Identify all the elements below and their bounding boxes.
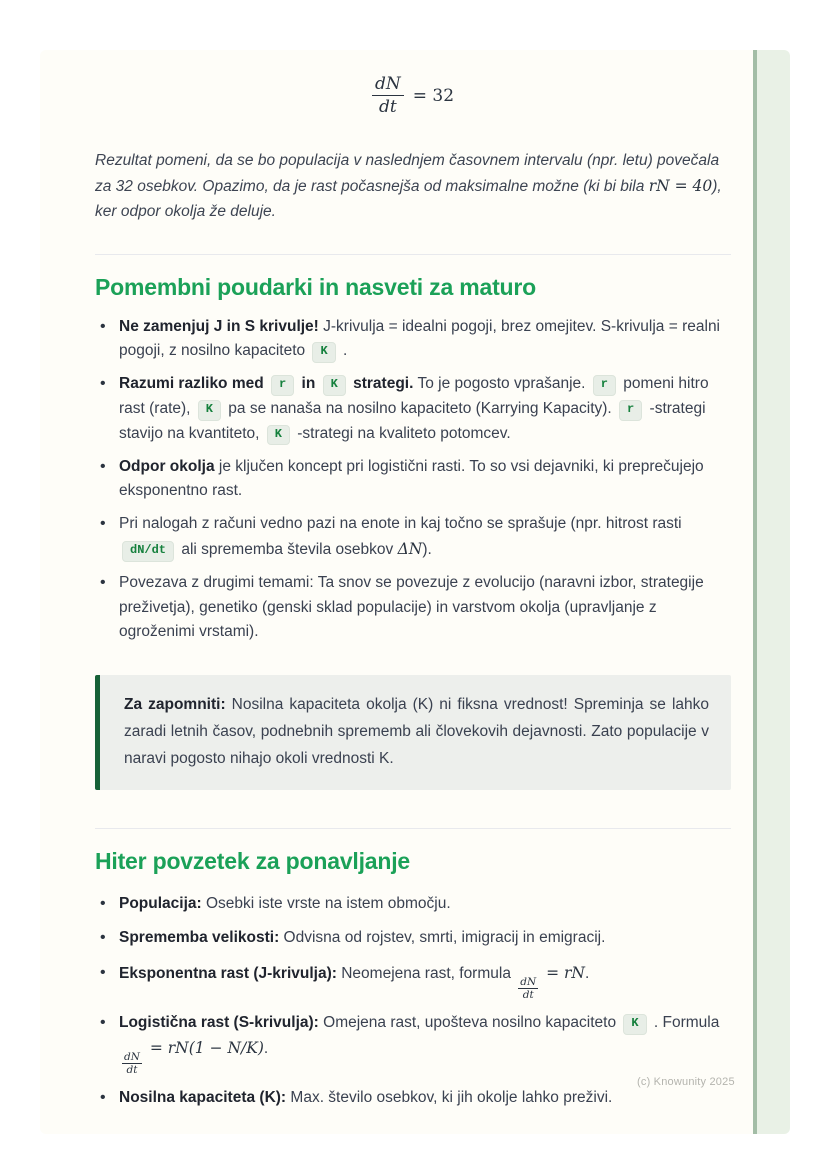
bullet-text: . [338, 342, 348, 360]
bullet-math: ΔN [397, 540, 423, 559]
inline-code-badge: K [323, 375, 346, 396]
formula-rhs: = 32 [412, 85, 455, 106]
section-title-highlights: Pomembni poudarki in nasveti za maturo [95, 273, 536, 300]
display-formula [95, 74, 731, 118]
callout-box [95, 675, 731, 790]
inline-code-badge: K [312, 342, 335, 363]
bullet-math: = rN(1 − N/K) [144, 1038, 264, 1057]
bullet-text: -strategi stavijo na kvantiteto, [119, 400, 706, 442]
bullet-text: ). [422, 541, 432, 559]
bullet-bold: strategi. [348, 375, 414, 393]
bullet-text: pomeni hitro rast (rate), [119, 375, 709, 418]
notes-card [40, 50, 790, 1134]
bullet-text: Povezava z drugimi temami: Ta snov se povezuje z evolucijo (naravni izbor, strategije preživetja), genetiko (genski sklad populacije) in varstvom okolja (upravljanje z ogroženimi vrstami). [119, 573, 704, 641]
inline-fraction [122, 1051, 142, 1076]
inline-code-badge: K [267, 425, 290, 446]
fraction-dn-dt [372, 74, 404, 118]
bullet-text: . [585, 964, 590, 982]
highlights-list [95, 315, 731, 646]
bullet-text: je ključen koncept pri logistični rasti. To so vsi dejavniki, ki preprečujejo eksponentno rast. [119, 457, 704, 500]
bullet-bold: Logistična rast (S-krivulja): [119, 1014, 319, 1032]
list-item [119, 961, 731, 1001]
bullet-bold: Odpor okolja [119, 457, 215, 475]
note-text-pre: Rezultat pomeni, da se bo populacija v naslednjem časovnem intervalu (npr. letu) povečala za 32 osebkov. Opazimo, da je rast počasnejša od maksimalne možne (ki bi bila [95, 151, 720, 195]
callout-bold: Za zapomniti: [124, 696, 226, 714]
bullet-text: . [263, 1039, 269, 1057]
bullet-text: Odvisna od rojstev, smrti, imigracij in emigracij. [279, 929, 606, 947]
bullet-text: To je pogosto vprašanje. [413, 375, 590, 393]
list-item [119, 892, 731, 916]
list-item [119, 372, 731, 446]
inline-code-badge: dN/dt [122, 541, 174, 562]
inline-code-badge: K [623, 1014, 646, 1035]
fraction-numerator: dN [372, 74, 404, 96]
content-area [95, 50, 731, 1120]
bullet-text: J-krivulja = idealni pogoji, brez omejitev. S-krivulja = realni pogoji, z nosilno kapaciteto [119, 317, 721, 360]
list-item [119, 512, 731, 563]
bullet-text: Pri nalogah z računi vedno pazi na enote in kaj točno se sprašuje (npr. hitrost rasti [119, 515, 682, 533]
result-note [95, 148, 731, 225]
bullet-bold: Razumi razliko med [119, 375, 269, 393]
inline-code-badge: r [271, 375, 294, 396]
list-item [119, 315, 731, 365]
fraction-numerator: dN [124, 1050, 140, 1063]
bullet-text: ali sprememba števila osebkov [177, 541, 398, 559]
fraction-denominator: dt [126, 1063, 138, 1076]
note-math: rN = 40 [648, 176, 713, 195]
bullet-bold: Nosilna kapaciteta (K): [119, 1088, 287, 1106]
list-item [119, 1011, 731, 1076]
bullet-text: -strategi na kvaliteto potomcev. [292, 424, 511, 442]
inline-code-badge: r [593, 375, 616, 396]
divider [95, 828, 731, 829]
inline-code-badge: r [619, 400, 642, 421]
bullet-bold: in [297, 375, 320, 393]
callout-text: Nosilna kapaciteta okolja (K) ni fiksna vrednost! Spreminja se lahko zaradi letnih časov, podnebnih sprememb ali človekovih dejavnosti. Zato populacije v naravi pogosto nihajo okoli vrednosti K. [124, 696, 710, 767]
divider [95, 254, 731, 255]
bullet-text: Max. število osebkov, ki jih okolje lahko preživi. [286, 1088, 613, 1106]
inline-fraction [518, 976, 538, 1001]
fraction-denominator: dt [522, 989, 534, 1001]
bullet-text: Omejena rast, upošteva nosilno kapaciteto [318, 1014, 621, 1032]
list-item [119, 455, 731, 505]
summary-list [95, 892, 731, 1110]
fraction-numerator: dN [520, 975, 537, 988]
side-accent-strip [753, 50, 790, 1134]
bullet-bold: Sprememba velikosti: [119, 929, 280, 947]
bullet-bold: Ne zamenjuj J in S krivulje! [119, 317, 319, 335]
bullet-text: pa se nanaša na nosilno kapaciteto (Karrying Kapacity). [224, 400, 617, 418]
list-item [119, 1086, 731, 1110]
bullet-text: Osebki iste vrste na istem območju. [201, 894, 451, 912]
list-item [119, 926, 731, 950]
section-title-summary: Hiter povzetek za ponavljanje [95, 848, 411, 875]
inline-code-badge: K [198, 400, 221, 421]
note-text-post: ), ker odpor okolja že deluje. [95, 177, 722, 221]
bullet-text: . Formula [649, 1014, 720, 1032]
watermark: (c) Knowunity 2025 [637, 1076, 735, 1088]
fraction-denominator: dt [378, 97, 397, 118]
list-item [119, 571, 731, 645]
bullet-bold: Eksponentna rast (J-krivulja): [119, 964, 337, 982]
bullet-bold: Populacija: [119, 894, 202, 912]
bullet-text: Neomejena rast, formula [336, 964, 516, 982]
bullet-math: = rN [541, 963, 585, 982]
